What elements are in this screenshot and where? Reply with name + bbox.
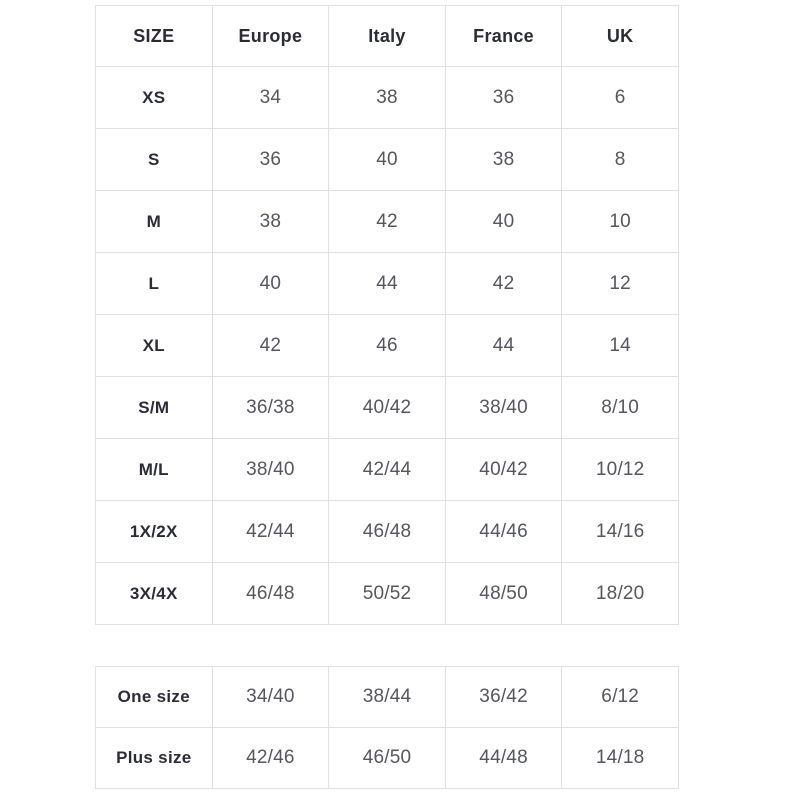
size-value-cell: 44/48 xyxy=(445,728,562,789)
size-label-cell: XL xyxy=(96,315,213,377)
header-row xyxy=(96,6,679,67)
size-table-body xyxy=(96,67,679,625)
size-label-cell: S xyxy=(96,129,213,191)
table-row xyxy=(96,129,679,191)
size-value-cell: 38/40 xyxy=(445,377,562,439)
size-value-cell: 38 xyxy=(212,191,329,253)
region-column-header: Europe xyxy=(212,6,329,67)
size-value-cell: 6/12 xyxy=(562,667,679,728)
special-sizes-body xyxy=(96,667,679,789)
table-row xyxy=(96,377,679,439)
table-row xyxy=(96,191,679,253)
special-sizes-table xyxy=(95,666,679,789)
size-label-cell: S/M xyxy=(96,377,213,439)
size-value-cell: 46/48 xyxy=(329,501,446,563)
size-value-cell: 38/40 xyxy=(212,439,329,501)
size-label-cell: M xyxy=(96,191,213,253)
size-value-cell: 40 xyxy=(445,191,562,253)
size-value-cell: 44/46 xyxy=(445,501,562,563)
region-column-header: UK xyxy=(562,6,679,67)
size-table-header xyxy=(96,6,679,67)
size-value-cell: 36/38 xyxy=(212,377,329,439)
size-value-cell: 40 xyxy=(329,129,446,191)
size-value-cell: 42 xyxy=(445,253,562,315)
size-label-cell: 1X/2X xyxy=(96,501,213,563)
size-value-cell: 36 xyxy=(212,129,329,191)
size-value-cell: 40/42 xyxy=(329,377,446,439)
size-value-cell: 10/12 xyxy=(562,439,679,501)
size-value-cell: 40 xyxy=(212,253,329,315)
table-row xyxy=(96,253,679,315)
size-value-cell: 46/48 xyxy=(212,563,329,625)
size-value-cell: 18/20 xyxy=(562,563,679,625)
size-value-cell: 36/42 xyxy=(445,667,562,728)
size-value-cell: 48/50 xyxy=(445,563,562,625)
size-value-cell: 42/44 xyxy=(329,439,446,501)
size-value-cell: 14 xyxy=(562,315,679,377)
size-value-cell: 42/44 xyxy=(212,501,329,563)
table-row xyxy=(96,667,679,728)
size-label-cell: 3X/4X xyxy=(96,563,213,625)
size-value-cell: 42/46 xyxy=(212,728,329,789)
size-value-cell: 44 xyxy=(445,315,562,377)
size-label-cell: M/L xyxy=(96,439,213,501)
region-column-header: France xyxy=(445,6,562,67)
size-value-cell: 40/42 xyxy=(445,439,562,501)
size-value-cell: 50/52 xyxy=(329,563,446,625)
size-value-cell: 14/16 xyxy=(562,501,679,563)
size-value-cell: 38 xyxy=(329,67,446,129)
size-value-cell: 10 xyxy=(562,191,679,253)
region-column-header: Italy xyxy=(329,6,446,67)
size-value-cell: 8 xyxy=(562,129,679,191)
table-row xyxy=(96,563,679,625)
table-row xyxy=(96,67,679,129)
size-value-cell: 46/50 xyxy=(329,728,446,789)
size-column-header: SIZE xyxy=(96,6,213,67)
size-conversion-table xyxy=(95,5,679,625)
size-label-cell: Plus size xyxy=(96,728,213,789)
size-value-cell: 38/44 xyxy=(329,667,446,728)
size-value-cell: 34 xyxy=(212,67,329,129)
size-value-cell: 6 xyxy=(562,67,679,129)
size-value-cell: 46 xyxy=(329,315,446,377)
size-value-cell: 36 xyxy=(445,67,562,129)
size-value-cell: 38 xyxy=(445,129,562,191)
size-value-cell: 12 xyxy=(562,253,679,315)
size-value-cell: 34/40 xyxy=(212,667,329,728)
table-row xyxy=(96,501,679,563)
size-value-cell: 42 xyxy=(212,315,329,377)
table-row xyxy=(96,728,679,789)
table-row xyxy=(96,439,679,501)
size-value-cell: 44 xyxy=(329,253,446,315)
size-label-cell: One size xyxy=(96,667,213,728)
table-row xyxy=(96,315,679,377)
size-label-cell: L xyxy=(96,253,213,315)
size-value-cell: 42 xyxy=(329,191,446,253)
size-label-cell: XS xyxy=(96,67,213,129)
size-value-cell: 8/10 xyxy=(562,377,679,439)
size-value-cell: 14/18 xyxy=(562,728,679,789)
